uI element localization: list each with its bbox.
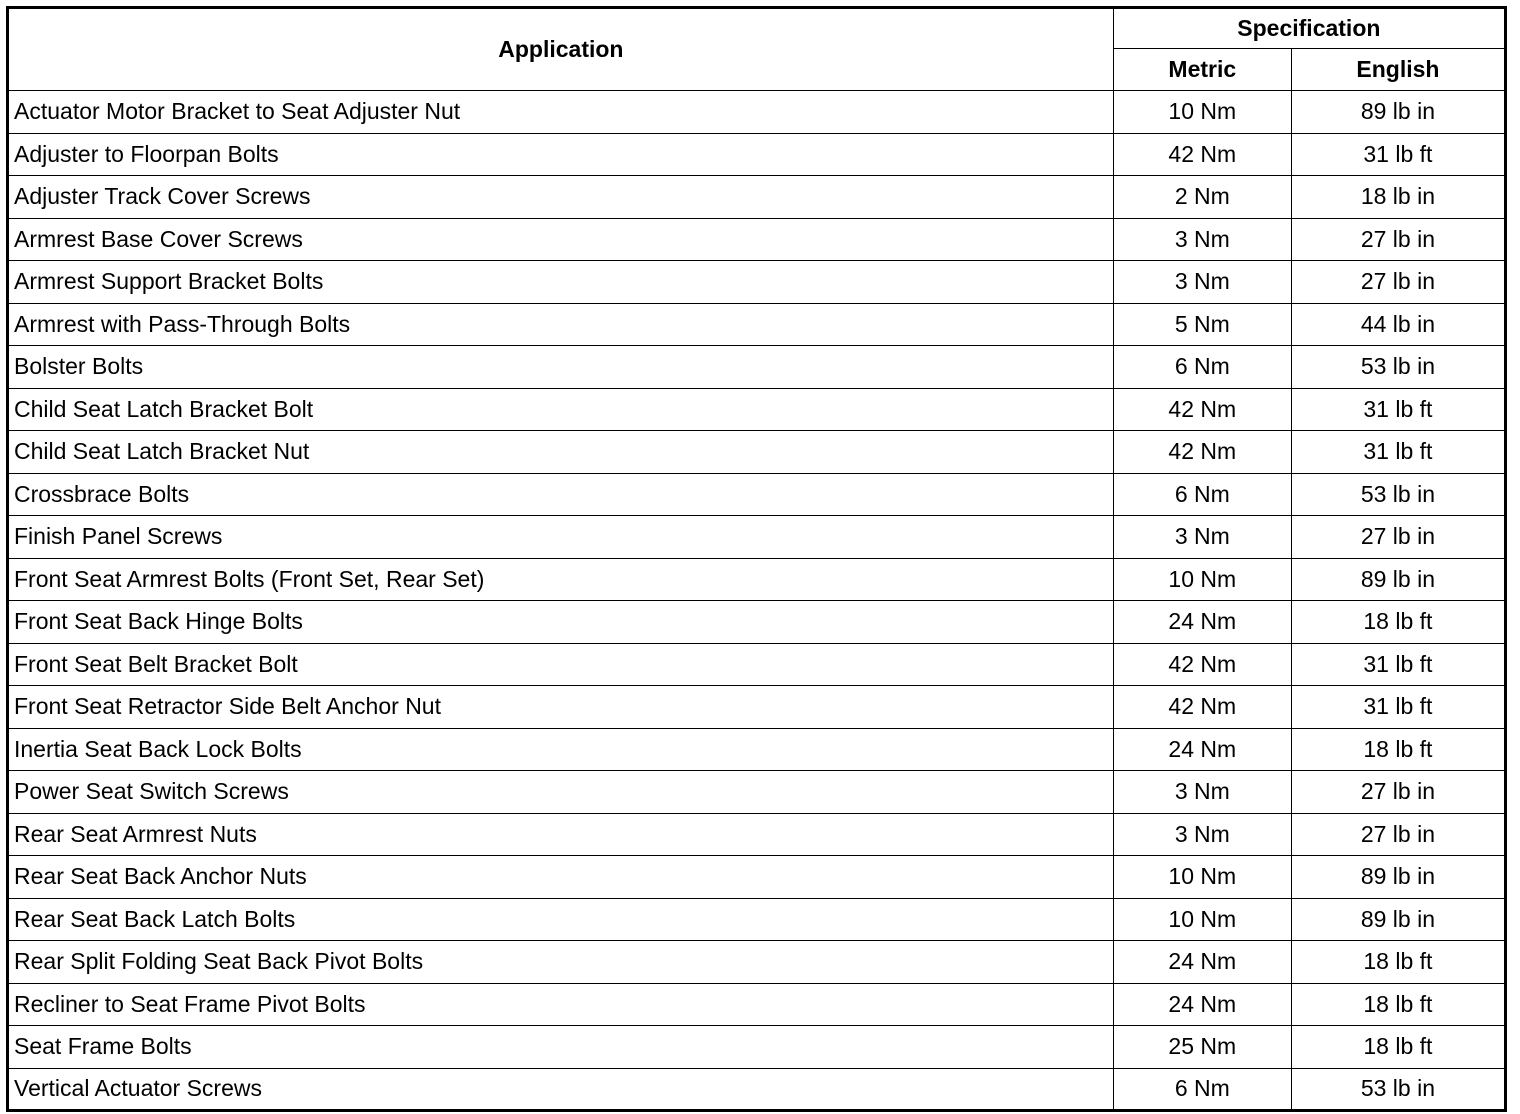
application-cell: Inertia Seat Back Lock Bolts xyxy=(8,728,1114,771)
table-row xyxy=(8,1068,1506,1111)
metric-cell: 42 Nm xyxy=(1113,388,1291,431)
english-cell: 89 lb in xyxy=(1291,91,1505,134)
metric-cell: 24 Nm xyxy=(1113,941,1291,984)
application-cell: Rear Split Folding Seat Back Pivot Bolts xyxy=(8,941,1114,984)
metric-cell: 42 Nm xyxy=(1113,686,1291,729)
english-cell: 31 lb ft xyxy=(1291,686,1505,729)
application-cell: Seat Frame Bolts xyxy=(8,1026,1114,1069)
application-cell: Armrest Base Cover Screws xyxy=(8,218,1114,261)
application-cell: Child Seat Latch Bracket Nut xyxy=(8,431,1114,474)
english-cell: 44 lb in xyxy=(1291,303,1505,346)
english-cell: 27 lb in xyxy=(1291,771,1505,814)
application-cell: Front Seat Belt Bracket Bolt xyxy=(8,643,1114,686)
application-cell: Adjuster to Floorpan Bolts xyxy=(8,133,1114,176)
english-cell: 18 lb ft xyxy=(1291,983,1505,1026)
table-row xyxy=(8,771,1506,814)
metric-cell: 10 Nm xyxy=(1113,558,1291,601)
application-cell: Rear Seat Armrest Nuts xyxy=(8,813,1114,856)
application-cell: Child Seat Latch Bracket Bolt xyxy=(8,388,1114,431)
table-row xyxy=(8,431,1506,474)
metric-cell: 25 Nm xyxy=(1113,1026,1291,1069)
english-cell: 27 lb in xyxy=(1291,218,1505,261)
table-header xyxy=(8,8,1506,91)
table-row xyxy=(8,91,1506,134)
metric-cell: 24 Nm xyxy=(1113,601,1291,644)
english-cell: 18 lb ft xyxy=(1291,1026,1505,1069)
application-header: Application xyxy=(8,8,1114,91)
table-row xyxy=(8,261,1506,304)
english-cell: 53 lb in xyxy=(1291,346,1505,389)
application-cell: Rear Seat Back Anchor Nuts xyxy=(8,856,1114,899)
application-cell: Crossbrace Bolts xyxy=(8,473,1114,516)
table-row xyxy=(8,728,1506,771)
application-cell: Finish Panel Screws xyxy=(8,516,1114,559)
table-row xyxy=(8,133,1506,176)
english-cell: 18 lb in xyxy=(1291,176,1505,219)
table-row xyxy=(8,346,1506,389)
metric-cell: 3 Nm xyxy=(1113,813,1291,856)
application-cell: Vertical Actuator Screws xyxy=(8,1068,1114,1111)
application-cell: Actuator Motor Bracket to Seat Adjuster Nut xyxy=(8,91,1114,134)
metric-cell: 3 Nm xyxy=(1113,771,1291,814)
table-row xyxy=(8,473,1506,516)
metric-header: Metric xyxy=(1113,49,1291,91)
metric-cell: 24 Nm xyxy=(1113,983,1291,1026)
table-row xyxy=(8,218,1506,261)
application-cell: Armrest with Pass-Through Bolts xyxy=(8,303,1114,346)
english-header: English xyxy=(1291,49,1505,91)
english-cell: 27 lb in xyxy=(1291,516,1505,559)
table-row xyxy=(8,983,1506,1026)
application-cell: Front Seat Armrest Bolts (Front Set, Rear Set) xyxy=(8,558,1114,601)
table-row xyxy=(8,516,1506,559)
table-row xyxy=(8,856,1506,899)
application-cell: Armrest Support Bracket Bolts xyxy=(8,261,1114,304)
metric-cell: 10 Nm xyxy=(1113,91,1291,134)
table-row xyxy=(8,176,1506,219)
metric-cell: 42 Nm xyxy=(1113,643,1291,686)
english-cell: 18 lb ft xyxy=(1291,941,1505,984)
metric-cell: 10 Nm xyxy=(1113,898,1291,941)
application-cell: Power Seat Switch Screws xyxy=(8,771,1114,814)
english-cell: 89 lb in xyxy=(1291,898,1505,941)
metric-cell: 42 Nm xyxy=(1113,431,1291,474)
table-row xyxy=(8,941,1506,984)
english-cell: 31 lb ft xyxy=(1291,643,1505,686)
table-body xyxy=(8,91,1506,1111)
english-cell: 53 lb in xyxy=(1291,473,1505,516)
metric-cell: 24 Nm xyxy=(1113,728,1291,771)
english-cell: 27 lb in xyxy=(1291,261,1505,304)
application-cell: Recliner to Seat Frame Pivot Bolts xyxy=(8,983,1114,1026)
table-row xyxy=(8,601,1506,644)
metric-cell: 3 Nm xyxy=(1113,218,1291,261)
english-cell: 31 lb ft xyxy=(1291,431,1505,474)
metric-cell: 2 Nm xyxy=(1113,176,1291,219)
english-cell: 89 lb in xyxy=(1291,856,1505,899)
application-cell: Bolster Bolts xyxy=(8,346,1114,389)
metric-cell: 6 Nm xyxy=(1113,346,1291,389)
english-cell: 53 lb in xyxy=(1291,1068,1505,1111)
table-row xyxy=(8,686,1506,729)
metric-cell: 6 Nm xyxy=(1113,1068,1291,1111)
table-row xyxy=(8,643,1506,686)
table-row xyxy=(8,1026,1506,1069)
metric-cell: 6 Nm xyxy=(1113,473,1291,516)
specification-header: Specification xyxy=(1113,8,1505,49)
table-row xyxy=(8,558,1506,601)
metric-cell: 10 Nm xyxy=(1113,856,1291,899)
application-cell: Rear Seat Back Latch Bolts xyxy=(8,898,1114,941)
application-cell: Front Seat Back Hinge Bolts xyxy=(8,601,1114,644)
english-cell: 18 lb ft xyxy=(1291,601,1505,644)
application-cell: Front Seat Retractor Side Belt Anchor Nut xyxy=(8,686,1114,729)
metric-cell: 42 Nm xyxy=(1113,133,1291,176)
english-cell: 18 lb ft xyxy=(1291,728,1505,771)
english-cell: 31 lb ft xyxy=(1291,388,1505,431)
table-row xyxy=(8,813,1506,856)
table-row xyxy=(8,388,1506,431)
torque-spec-table xyxy=(6,6,1507,1112)
metric-cell: 3 Nm xyxy=(1113,516,1291,559)
english-cell: 89 lb in xyxy=(1291,558,1505,601)
application-cell: Adjuster Track Cover Screws xyxy=(8,176,1114,219)
metric-cell: 3 Nm xyxy=(1113,261,1291,304)
english-cell: 27 lb in xyxy=(1291,813,1505,856)
table-row xyxy=(8,303,1506,346)
table-row xyxy=(8,898,1506,941)
metric-cell: 5 Nm xyxy=(1113,303,1291,346)
english-cell: 31 lb ft xyxy=(1291,133,1505,176)
